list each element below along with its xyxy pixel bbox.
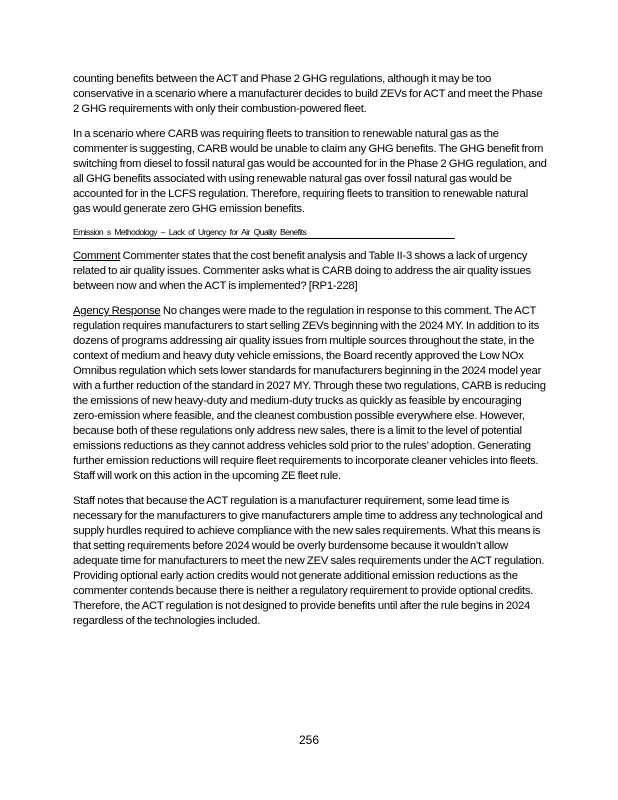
comment-text: Commenter states that the cost benefit analysis and Table II-3 shows a lack of urgency related to air quality issues. Commenter asks what is CARB doing to address the air quality issues between now and when the ACT is implemented? [RP1-228] [73,250,531,292]
page-number: 256 [298,733,320,747]
agency-response-text: No changes were made to the regulation in response to this comment. The ACT regulation requires manufacturers to start selling ZEVs beginning with the 2024 MY. In addition to its dozens of programs addressing air quality issues from multiple sources throughout the state, in the context of medium and heavy duty vehicle emissions, the Board recently approved the Low NOx Omnibus regulation which sets lower standards for manufacturers beginning in the 2024 model year with a further reduction of the standard in 2027 MY. Through these two regulations, CARB is reducing the emissions of new heavy-duty and medium-duty trucks as quickly as feasible by encouraging zero-emission where feasible, and the cleanest combustion possible everywhere else. However, because both of these regulations only address new sales, there is a limit to the level of potential emissions reductions as they cannot address vehicles sold prior to the rules’ adoption. Generating further emission reductions will require fleet requirements to incorporate cleaner vehicles into fleets. Staff will work on this action in the upcoming ZE fleet rule. [73,305,546,482]
agency-response-paragraph [73,304,547,484]
comment-label: Comment [73,250,121,262]
paragraph-renewable-natural-gas: In a scenario where CARB was requiring fleets to transition to renewable natural gas as the commenter is suggesting, CARB would be unable to claim any GHG benefits. The GHG benefit from switching from diesel to fossil natural gas would be accounted for in the Phase 2 GHG regulation, and all GHG benefits associated with using renewable natural gas over fossil natural gas would be accounted for in the LCFS regulation. Therefore, requiring fleets to transition to renewable natural gas would generate zero GHG emission benefits. [73,128,547,215]
staff-note-paragraph: Staff notes that because the ACT regulation is a manufacturer requirement, some lead time is necessary for the manufacturers to give manufacturers ample time to address any technological and supply hurdles required to achieve compliance with the new sales requirements. What this means is that setting requirements before 2024 would be overly burdensome because it wouldn’t allow adequate time for manufacturers to meet the new ZEV sales requirements under the ACT regulation. Providing optional early action credits would not generate additional emission reductions as the commenter contends because there is neither a regulatory requirement to provide optional credits. Therefore, the ACT regulation is not designed to provide benefits until after the rule begins in 2024 regardless of the technologies included. [73,495,545,627]
comment-paragraph [73,249,547,294]
section-heading: Emission s Methodology – Lack of Urgency for Air Quality Benefits [73,227,455,239]
document-body [73,72,547,629]
agency-response-label: Agency Response [73,305,161,317]
paragraph-ghg-counting: counting benefits between the ACT and Phase 2 GHG regulations, although it may be too conservative in a scenario where a manufacturer decides to build ZEVs for ACT and meet the Phase 2 GHG requirements with only their combustion-powered fleet. [73,73,543,115]
